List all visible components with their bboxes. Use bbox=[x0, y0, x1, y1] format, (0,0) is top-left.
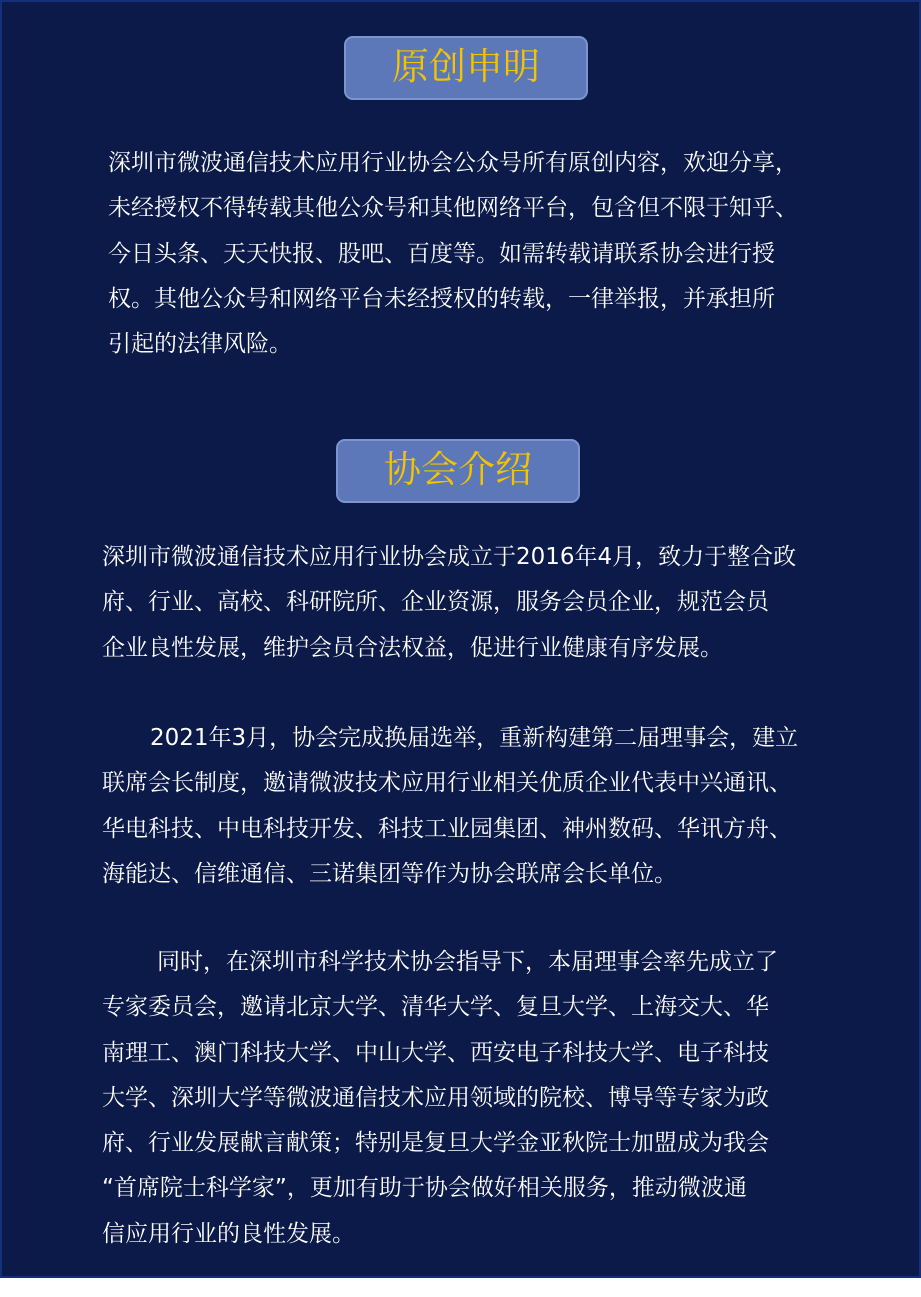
intro-paragraph-1 bbox=[102, 535, 796, 671]
text-line: 华电科技、中电科技开发、科技工业园集团、神州数码、华讯方舟、 bbox=[102, 815, 792, 842]
text-line: 府、行业发展献言献策；特别是复旦大学金亚秋院士加盟成为我会 bbox=[102, 1130, 769, 1157]
text-line: 未经授权不得转载其他公众号和其他网络平台，包含但不限于知乎、 bbox=[108, 195, 798, 222]
declaration-title: 原创申明 bbox=[392, 45, 540, 88]
intro-paragraph-3 bbox=[102, 940, 778, 1257]
declaration-heading bbox=[344, 36, 588, 100]
text-line: 专家委员会，邀请北京大学、清华大学、复旦大学、上海交大、华 bbox=[102, 994, 769, 1021]
text-line: 海能达、信维通信、三诺集团等作为协会联席会长单位。 bbox=[102, 860, 677, 887]
text-line: 今日头条、天天快报、股吧、百度等。如需转载请联系协会进行授 bbox=[108, 240, 775, 267]
text-line: 引起的法律风险。 bbox=[108, 331, 292, 358]
text-line: 深圳市微波通信技术应用行业协会公众号所有原创内容，欢迎分享， bbox=[108, 150, 798, 176]
text-line: “首席院士科学家”，更加有助于协会做好相关服务，推动微波通 bbox=[102, 1175, 747, 1202]
text-line: 企业良性发展，维护会员合法权益，促进行业健康有序发展。 bbox=[102, 634, 723, 661]
text-line: 大学、深圳大学等微波通信技术应用领域的院校、博导等专家为政 bbox=[102, 1084, 769, 1111]
text-line: 南理工、澳门科技大学、中山大学、西安电子科技大学、电子科技 bbox=[102, 1039, 769, 1066]
text-line: 2021年3月，协会完成换届选举，重新构建第二届理事会，建立 bbox=[150, 725, 799, 751]
text-line: 深圳市微波通信技术应用行业协会成立于2016年4月，致力于整合政 bbox=[102, 544, 797, 570]
text-line: 联席会长制度，邀请微波技术应用行业相关优质企业代表中兴通讯、 bbox=[102, 770, 792, 797]
text-line: 信应用行业的良性发展。 bbox=[102, 1220, 355, 1247]
intro-paragraph-2 bbox=[102, 716, 798, 897]
declaration-text bbox=[108, 141, 798, 367]
text-line: 权。其他公众号和网络平台未经授权的转载，一律举报，并承担所 bbox=[108, 285, 775, 312]
text-line: 府、行业、高校、科研院所、企业资源，服务会员企业，规范会员 bbox=[102, 589, 769, 616]
text-line: 同时，在深圳市科学技术协会指导下，本届理事会率先成立了 bbox=[157, 949, 778, 975]
introduction-title: 协会介绍 bbox=[384, 448, 532, 491]
introduction-heading bbox=[336, 439, 580, 503]
